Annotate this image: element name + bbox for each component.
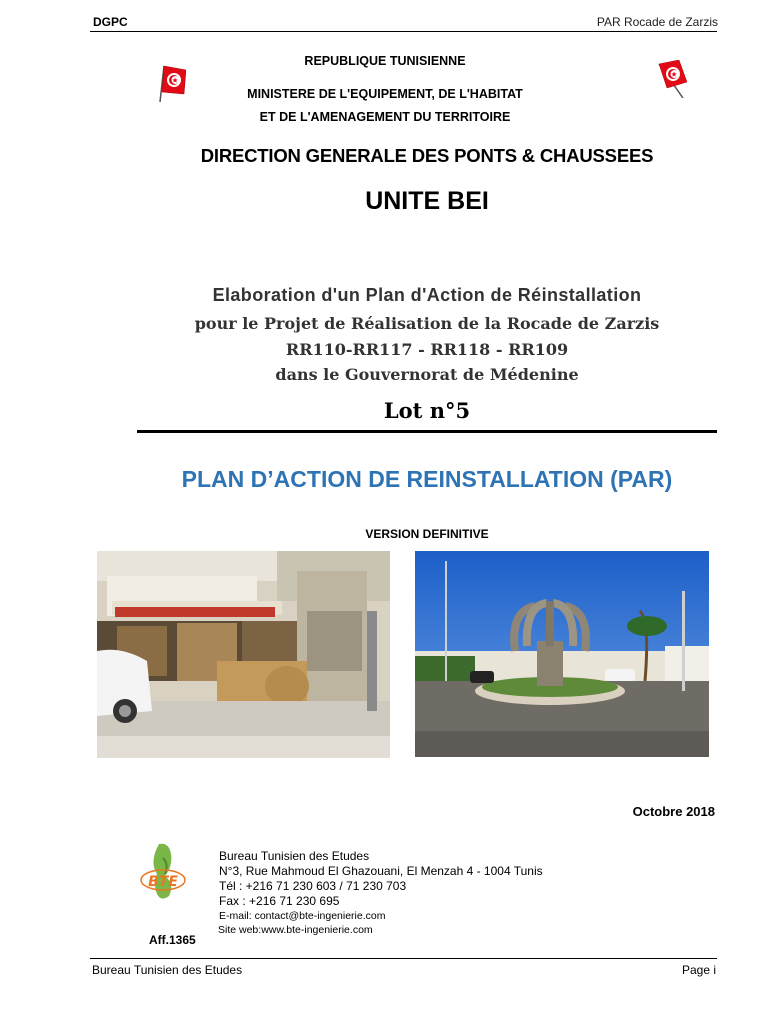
company-name: Bureau Tunisien des Etudes — [219, 849, 370, 863]
direction-title: DIRECTION GENERALE DES PONTS & CHAUSSEES — [200, 145, 654, 166]
header-right: PAR Rocade de Zarzis — [596, 15, 718, 29]
lot-number: Lot n°5 — [383, 398, 471, 423]
photo-shop-street — [97, 551, 390, 758]
project-title-line-2: pour le Projet de Réalisation de la Rocade de Zarzis — [194, 314, 660, 333]
project-title-line-1: Elaboration d'un Plan d'Action de Réinstallation — [212, 285, 642, 305]
title-divider — [137, 430, 717, 433]
ministry-line-1: MINISTERE DE L'EQUIPEMENT, DE L'HABITAT — [247, 87, 523, 101]
project-title-line-3: RR110-RR117 - RR118 - RR109 — [285, 340, 569, 359]
company-email: E-mail: contact@bte-ingenierie.com — [219, 910, 386, 922]
ministry-line-2: ET DE L'AMENAGEMENT DU TERRITOIRE — [259, 110, 511, 124]
photo-roundabout — [415, 551, 709, 757]
bte-logo — [139, 840, 187, 906]
unite-title: UNITE BEI — [365, 187, 489, 215]
footer-left: Bureau Tunisien des Etudes — [92, 963, 243, 977]
footer-page-number: Page i — [681, 963, 716, 977]
republic-label: REPUBLIQUE TUNISIENNE — [304, 54, 466, 68]
company-address: N°3, Rue Mahmoud El Ghazouani, El Menzah 4 - 1004 Tunis — [219, 864, 543, 878]
project-title-line-4: dans le Gouvernorat de Médenine — [275, 365, 579, 384]
footer-divider — [90, 958, 717, 959]
document-date: Octobre 2018 — [632, 804, 715, 819]
header-divider — [90, 31, 717, 32]
company-fax: Fax : +216 71 230 695 — [219, 894, 340, 908]
company-tel: Tél : +216 71 230 603 / 71 230 703 — [219, 879, 407, 893]
header-left: DGPC — [93, 15, 128, 29]
version-label: VERSION DEFINITIVE — [365, 527, 489, 541]
company-website: Site web:www.bte-ingenierie.com — [218, 924, 373, 936]
bte-logo-text: BTE — [148, 874, 178, 890]
document-title: PLAN D’ACTION DE REINSTALLATION (PAR) — [181, 466, 673, 492]
affair-number: Aff.1365 — [149, 933, 196, 947]
